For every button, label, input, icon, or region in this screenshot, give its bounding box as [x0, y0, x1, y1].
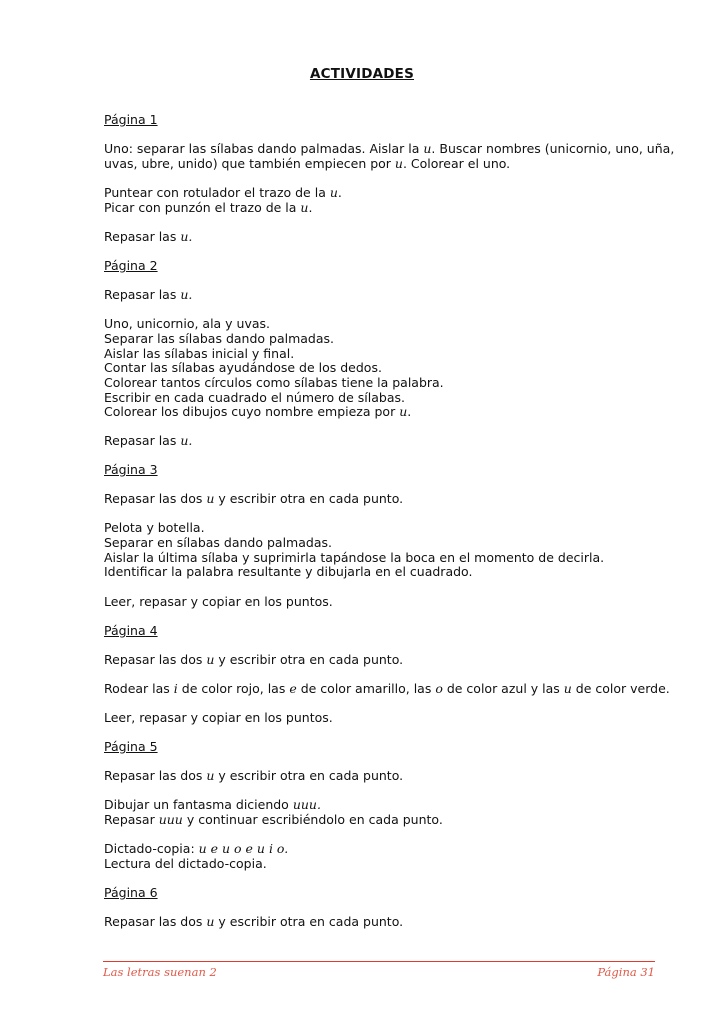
- line-text: Contar las sílabas ayudándose de los dedos.: [104, 360, 382, 375]
- line-text: .: [337, 185, 342, 200]
- cursive-letter: u.: [180, 229, 193, 244]
- section-heading: Página 3: [104, 462, 158, 477]
- activity-line: [104, 812, 443, 827]
- line-text: Uno: separar las sílabas dando palmadas. Aislar la: [104, 141, 424, 156]
- section-heading: Página 4: [104, 623, 158, 638]
- line-text: Picar con punzón el trazo de la: [104, 200, 301, 215]
- cursive-letter: u e u o e u i o.: [198, 841, 289, 856]
- section-heading: Página 2: [104, 258, 158, 273]
- cursive-letter: o: [435, 681, 443, 696]
- activity-line: [104, 141, 674, 156]
- activity-line: [104, 535, 332, 550]
- line-text: .: [308, 200, 313, 215]
- section-heading: Página 6: [104, 885, 158, 900]
- activity-line: [104, 491, 403, 506]
- line-text: uvas, ubre, unido) que también empiecen por: [104, 156, 395, 171]
- activity-line: [104, 841, 288, 856]
- cursive-letter: u.: [180, 433, 193, 448]
- section-heading: Página 5: [104, 739, 158, 754]
- activity-line: [104, 768, 403, 783]
- line-text: Leer, repasar y copiar en los puntos.: [104, 594, 333, 609]
- line-text: de color rojo, las: [177, 681, 290, 696]
- line-text: Dibujar un fantasma diciendo: [104, 797, 293, 812]
- activity-line: [104, 797, 321, 812]
- line-text: Rodear las: [104, 681, 174, 696]
- line-text: Aislar las sílabas inicial y final.: [104, 346, 295, 361]
- line-text: . Buscar nombres (unicornio, uno, uña,: [431, 141, 675, 156]
- cursive-letter: u: [206, 914, 215, 929]
- cursive-letter: u: [394, 156, 403, 171]
- line-text: Puntear con rotulador el trazo de la: [104, 185, 330, 200]
- line-text: Repasar: [104, 812, 159, 827]
- line-text: Repasar las: [104, 287, 181, 302]
- line-text: y escribir otra en cada punto.: [214, 652, 404, 667]
- line-text: Colorear los dibujos cuyo nombre empieza por: [104, 404, 400, 419]
- line-text: Repasar las: [104, 229, 181, 244]
- line-text: de color amarillo, las: [296, 681, 436, 696]
- activity-line: [104, 550, 604, 565]
- activity-line: [104, 185, 342, 200]
- line-text: de color verde.: [571, 681, 670, 696]
- cursive-letter: i: [173, 681, 178, 696]
- activity-line: [104, 346, 294, 361]
- cursive-letter: u: [206, 768, 215, 783]
- cursive-letter: u: [329, 185, 338, 200]
- cursive-letter: u: [399, 404, 408, 419]
- activity-line: [104, 200, 312, 215]
- activity-line: [104, 360, 382, 375]
- activity-line: [104, 652, 403, 667]
- activity-line: [104, 914, 403, 929]
- activity-line: [104, 404, 411, 419]
- line-text: . Colorear el uno.: [402, 156, 511, 171]
- line-text: Repasar las dos: [104, 491, 207, 506]
- cursive-letter: uuu.: [292, 797, 321, 812]
- line-text: Repasar las dos: [104, 914, 207, 929]
- activity-line: [104, 520, 205, 535]
- activity-line: [104, 375, 444, 390]
- activity-line: [104, 710, 333, 725]
- cursive-letter: uuu: [158, 812, 183, 827]
- line-text: y escribir otra en cada punto.: [214, 491, 404, 506]
- line-text: Lectura del dictado-copia.: [104, 856, 267, 871]
- line-text: Repasar las: [104, 433, 181, 448]
- cursive-letter: u: [563, 681, 572, 696]
- line-text: Pelota y botella.: [104, 520, 205, 535]
- line-text: Escribir en cada cuadrado el número de sílabas.: [104, 390, 405, 405]
- activity-line: [104, 681, 670, 696]
- footer-rule: [103, 961, 655, 962]
- line-text: Leer, repasar y copiar en los puntos.: [104, 710, 333, 725]
- line-text: Identificar la palabra resultante y dibujarla en el cuadrado.: [104, 564, 473, 579]
- activity-line: [104, 316, 270, 331]
- cursive-letter: e: [289, 681, 297, 696]
- line-text: Aislar la última sílaba y suprimirla tapándose la boca en el momento de decirla.: [104, 550, 605, 565]
- line-text: .: [407, 404, 412, 419]
- activity-line: [104, 856, 267, 871]
- activity-line: [104, 390, 405, 405]
- line-text: Dictado-copia:: [104, 841, 199, 856]
- activity-line: [104, 331, 334, 346]
- activity-line: [104, 229, 192, 244]
- cursive-letter: u.: [180, 287, 193, 302]
- activity-line: [104, 156, 510, 171]
- cursive-letter: u: [300, 200, 309, 215]
- activity-line: [104, 287, 192, 302]
- line-text: y escribir otra en cada punto.: [214, 768, 404, 783]
- activity-line: [104, 564, 472, 579]
- line-text: Separar en sílabas dando palmadas.: [104, 535, 332, 550]
- cursive-letter: u: [423, 141, 432, 156]
- line-text: Uno, unicornio, ala y uvas.: [104, 316, 271, 331]
- line-text: de color azul y las: [442, 681, 564, 696]
- line-text: y escribir otra en cada punto.: [214, 914, 404, 929]
- footer-book-title: Las letras suenan 2: [103, 965, 217, 979]
- line-text: y continuar escribiéndolo en cada punto.: [182, 812, 443, 827]
- line-text: Colorear tantos círculos como sílabas tiene la palabra.: [104, 375, 444, 390]
- activity-line: [104, 433, 192, 448]
- line-text: Repasar las dos: [104, 768, 207, 783]
- section-heading: Página 1: [104, 112, 158, 127]
- line-text: Separar las sílabas dando palmadas.: [104, 331, 335, 346]
- footer-page-number: Página 31: [597, 965, 655, 979]
- activity-line: [104, 594, 333, 609]
- page-title: ACTIVIDADES: [309, 66, 415, 82]
- cursive-letter: u: [206, 491, 215, 506]
- cursive-letter: u: [206, 652, 215, 667]
- line-text: Repasar las dos: [104, 652, 207, 667]
